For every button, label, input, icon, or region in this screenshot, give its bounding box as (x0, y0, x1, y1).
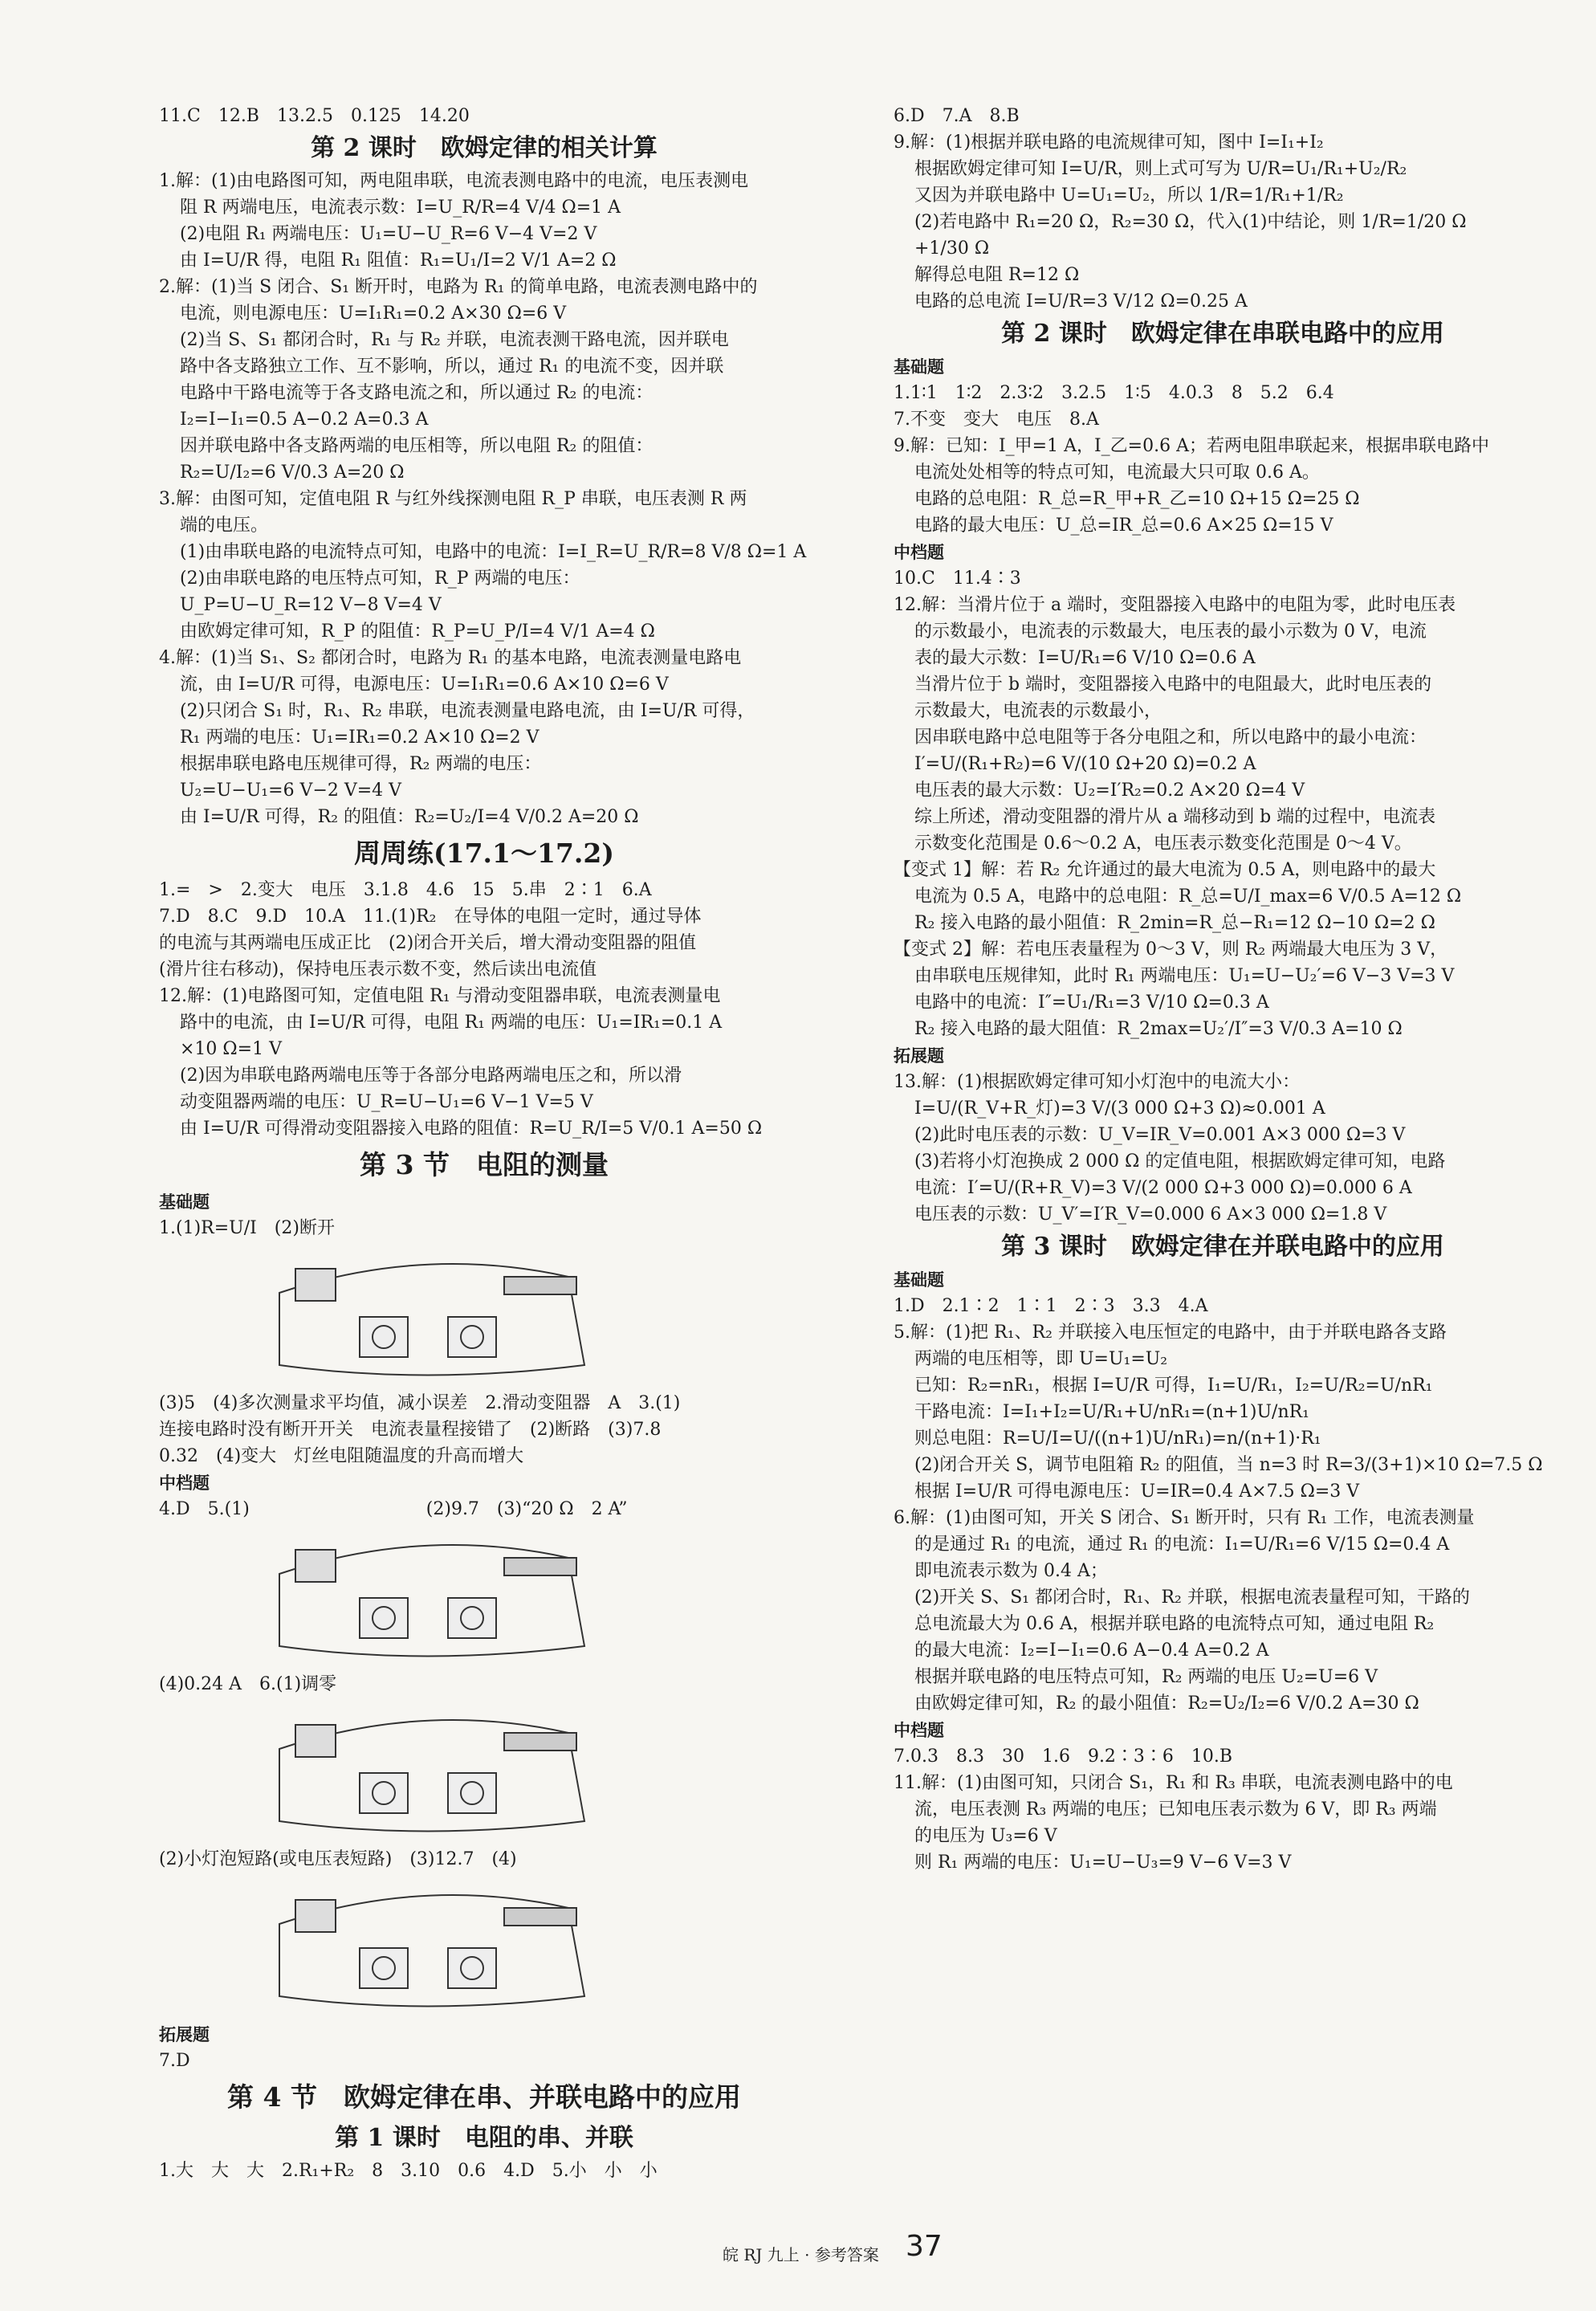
subsection-label: 基础题 (159, 1192, 210, 1212)
answer-line: (3)5 (4)多次测量求平均值，减小误差 2.滑动变阻器 A 3.(1) (159, 1393, 681, 1413)
answer-line: 则 R₁ 两端的电压：U₁=U−U₃=9 V−6 V=3 V (914, 1852, 1292, 1873)
answer-line: 路中各支路独立工作、互不影响，所以，通过 R₁ 的电流不变，因并联 (180, 357, 724, 377)
answer-line: (3)若将小灯泡换成 2 000 Ω 的定值电阻，根据欧姆定律可知，电路 (914, 1151, 1446, 1172)
answer-line: I=U/(R_V+R_灯)=3 V/(3 000 Ω+3 Ω)≈0.001 A (914, 1098, 1325, 1119)
answer-line: 由 I=U/R 可得，R₂ 的阻值：R₂=U₂/I=4 V/0.2 A=20 Ω (180, 807, 639, 827)
answer-line: 干路电流：I=I₁+I₂=U/R₁+U/nR₁=(n+1)U/nR₁ (914, 1402, 1309, 1422)
circuit-figure (263, 1876, 601, 2016)
answer-line: 电压表的示数：U_V′=I′R_V=0.000 6 A×3 000 Ω=1.8 V (914, 1204, 1387, 1225)
answer-line: 的最大电流：I₂=I−I₁=0.6 A−0.4 A=0.2 A (914, 1641, 1269, 1661)
answer-line: (2)闭合开关 S，调节电阻箱 R₂ 的阻值，当 n=3 时 R=3/(3+1)×10 Ω=7.5 Ω (914, 1455, 1543, 1475)
answer-line: U₂=U−U₁=6 V−2 V=4 V (180, 781, 402, 801)
answer-line: 路中的电流，由 I=U/R 可得，电阻 R₁ 两端的电压：U₁=IR₁=0.1 A (180, 1013, 723, 1033)
answer-line: 根据串联电路电压规律可得，R₂ 两端的电压： (180, 754, 542, 774)
answer-line: 的电流与其两端电压成正比 (2)闭合开关后，增大滑动变阻器的阻值 (159, 933, 697, 953)
section-heading: 第 1 课时 电阻的串、并联 (335, 2124, 633, 2152)
answer-line: (2)因为串联电路两端电压等于各部分电路两端电压之和，所以滑 (180, 1066, 682, 1086)
section-heading: 第 2 课时 欧姆定律在串联电路中的应用 (1001, 320, 1444, 348)
answer-line: 7.0.3 8.3 30 1.6 9.2∶3∶6 10.B (894, 1746, 1233, 1767)
answer-line: 电流为 0.5 A，电路中的总电阻：R_总=U/I_max=6 V/0.5 A=12 Ω (914, 886, 1462, 907)
answer-line: 7.D (159, 2051, 190, 2071)
answer-line: (4)0.24 A 6.(1)调零 (159, 1674, 337, 1694)
subsection-label: 拓展题 (159, 2024, 210, 2044)
answer-line: (2)电阻 R₁ 两端电压：U₁=U−U_R=6 V−4 V=2 V (180, 224, 597, 244)
answer-line: 由 I=U/R 得，电阻 R₁ 阻值：R₁=U₁/I=2 V/1 A=2 Ω (180, 251, 617, 271)
answer-line: 电流：I′=U/(R+R_V)=3 V/(2 000 Ω+3 000 Ω)=0.000 6 A (914, 1178, 1412, 1198)
answer-line: 两端的电压相等，即 U=U₁=U₂ (914, 1349, 1168, 1369)
answer-line: (2)开关 S、S₁ 都闭合时，R₁、R₂ 并联，根据电流表量程可知，干路的 (914, 1588, 1470, 1608)
page-number: 37 (906, 2230, 943, 2263)
answer-line: 阻 R 两端电压，电流表示数：I=U_R/R=4 V/4 Ω=1 A (180, 198, 621, 218)
answer-line: (2)只闭合 S₁ 时，R₁、R₂ 串联，电流表测量电路电流，由 I=U/R 可得， (180, 701, 755, 721)
subsection-label: 中档题 (159, 1473, 210, 1493)
answer-line: 10.C 11.4∶3 (894, 569, 1021, 589)
answer-line: 由欧姆定律可知，R₂ 的最小阻值：R₂=U₂/I₂=6 V/0.2 A=30 Ω (914, 1694, 1419, 1714)
answer-line: 9.解：(1)根据并联电路的电流规律可知，图中 I=I₁+I₂ (894, 132, 1324, 153)
answer-line: 示数最大，电流表的示数最小， (914, 701, 1162, 721)
answer-line: 的示数最小，电流表的示数最大，电压表的最小示数为 0 V，电流 (914, 622, 1427, 642)
answer-line: 1.大 大 大 2.R₁+R₂ 8 3.10 0.6 4.D 5.小 小 小 (159, 2161, 658, 2181)
answer-line: 电流，则电源电压：U=I₁R₁=0.2 A×30 Ω=6 V (180, 304, 567, 324)
answer-line: (2)小灯泡短路(或电压表短路) (3)12.7 (4) (159, 1849, 517, 1869)
answer-line: 4.D 5.(1) (2)9.7 (3)“20 Ω 2 A” (159, 1499, 628, 1519)
answer-line: 11.C 12.B 13.2.5 0.125 14.20 (159, 106, 470, 126)
answer-line: 又因为并联电路中 U=U₁=U₂，所以 1/R=1/R₁+1/R₂ (914, 185, 1344, 206)
answer-line: 解得总电阻 R=12 Ω (914, 265, 1080, 285)
section-heading: 第 3 节 电阻的测量 (360, 1149, 609, 1180)
answer-line: I₂=I−I₁=0.5 A−0.2 A=0.3 A (180, 410, 429, 430)
section-heading: 第 4 节 欧姆定律在串、并联电路中的应用 (227, 2081, 741, 2113)
answer-line: 电流处处相等的特点可知，电流最大只可取 0.6 A。 (914, 463, 1320, 483)
answer-line: (2)若电路中 R₁=20 Ω，R₂=30 Ω，代入(1)中结论，则 1/R=1/20 Ω (914, 212, 1467, 232)
circuit-figure (263, 1701, 601, 1841)
answer-line: 电路的总电阻：R_总=R_甲+R_乙=10 Ω+15 Ω=25 Ω (914, 489, 1360, 509)
answer-line: 由 I=U/R 可得滑动变阻器接入电路的阻值：R=U_R/I=5 V/0.1 A=50 Ω (180, 1119, 763, 1139)
answer-line: 1.D 2.1∶2 1∶1 2∶3 3.3 4.A (894, 1296, 1208, 1316)
answer-line: 9.解：已知：I_甲=1 A，I_乙=0.6 A；若两电阻串联起来，根据串联电路中 (894, 436, 1489, 456)
answer-line: 【变式 1】解：若 R₂ 允许通过的最大电流为 0.5 A，则电路中的最大 (894, 860, 1436, 880)
answer-line: 5.解：(1)把 R₁、R₂ 并联接入电压恒定的电路中，由于并联电路各支路 (894, 1323, 1447, 1343)
answer-line: 根据并联电路的电压特点可知，R₂ 两端的电压 U₂=U=6 V (914, 1667, 1378, 1687)
answer-line: U_P=U−U_R=12 V−8 V=4 V (180, 595, 442, 615)
answer-line: 1.解：(1)由电路图可知，两电阻串联，电流表测电路中的电流，电压表测电 (159, 171, 749, 191)
answer-line: 电路中的电流：I″=U₁/R₁=3 V/10 Ω=0.3 A (914, 992, 1269, 1013)
answer-line: 根据欧姆定律可知 I=U/R，则上式可写为 U/R=U₁/R₁+U₂/R₂ (914, 159, 1407, 179)
answer-line: (2)当 S、S₁ 都闭合时，R₁ 与 R₂ 并联，电流表测干路电流，因并联电 (180, 330, 729, 350)
answer-line: 电路的总电流 I=U/R=3 V/12 Ω=0.25 A (914, 291, 1248, 312)
section-heading: 周周练(17.1～17.2) (354, 838, 614, 869)
subsection-label: 拓展题 (894, 1045, 944, 1066)
answer-line: 2.解：(1)当 S 闭合、S₁ 断开时，电路为 R₁ 的简单电路，电流表测电路中的 (159, 277, 758, 297)
answer-line: 12.解：当滑片位于 a 端时，变阻器接入电路中的电阻为零，此时电压表 (894, 595, 1456, 615)
answer-line: 已知：R₂=nR₁，根据 I=U/R 可得，I₁=U/R₁，I₂=U/R₂=U/nR₁ (914, 1376, 1433, 1396)
circuit-figure (263, 1245, 601, 1385)
answer-line: (滑片往右移动)，保持电压表示数不变，然后读出电流值 (159, 960, 597, 980)
answer-line: 因串联电路中总电阻等于各分电阻之和，所以电路中的最小电流： (914, 728, 1427, 748)
answer-line: 则总电阻：R=U/I=U/((n+1)U/nR₁)=n/(n+1)·R₁ (914, 1429, 1321, 1449)
answer-line: 总电流最大为 0.6 A，根据并联电路的电流特点可知，通过电阻 R₂ (914, 1614, 1435, 1634)
answer-line: 电路中干路电流等于各支路电流之和，所以通过 R₂ 的电流： (180, 383, 653, 403)
answer-line: R₂=U/I₂=6 V/0.3 A=20 Ω (180, 463, 405, 483)
answer-line: 动变阻器两端的电压：U_R=U−U₁=6 V−1 V=5 V (180, 1092, 593, 1112)
answer-line: 由串联电压规律知，此时 R₁ 两端电压：U₁=U−U₂′=6 V−3 V=3 V (914, 966, 1455, 986)
answer-line: 6.解：(1)由图可知，开关 S 闭合、S₁ 断开时，只有 R₁ 工作，电流表测量 (894, 1508, 1475, 1528)
answer-line: 表的最大示数：I=U/R₁=6 V/10 Ω=0.6 A (914, 648, 1256, 668)
page-footer: 皖 RJ 九上 · 参考答案 (723, 2245, 879, 2264)
subsection-label: 基础题 (894, 1270, 944, 1290)
section-heading: 第 3 课时 欧姆定律在并联电路中的应用 (1001, 1233, 1444, 1261)
left-column (159, 103, 809, 2184)
answer-line: 即电流表示数为 0.4 A； (914, 1561, 1108, 1581)
answer-line: ×10 Ω=1 V (180, 1039, 282, 1059)
answer-line: 因并联电路中各支路两端的电压相等，所以电阻 R₂ 的阻值： (180, 436, 653, 456)
answer-line: I′=U/(R₁+R₂)=6 V/(10 Ω+20 Ω)=0.2 A (914, 754, 1256, 774)
answer-line: 连接电路时没有断开开关 电流表量程接错了 (2)断路 (3)7.8 (159, 1420, 662, 1440)
answer-line: 当滑片位于 b 端时，变阻器接入电路中的电阻最大，此时电压表的 (914, 675, 1432, 695)
answer-line: 综上所述，滑动变阻器的滑片从 a 端移动到 b 端的过程中，电流表 (914, 807, 1436, 827)
answer-line: R₁ 两端的电压：U₁=IR₁=0.2 A×10 Ω=2 V (180, 728, 539, 748)
subsection-label: 中档题 (894, 1720, 944, 1740)
answer-line: 12.解：(1)电路图可知，定值电阻 R₁ 与滑动变阻器串联，电流表测量电 (159, 986, 721, 1006)
subsection-label: 中档题 (894, 542, 944, 562)
answer-line: 4.解：(1)当 S₁、S₂ 都闭合时，电路为 R₁ 的基本电路，电流表测量电路电 (159, 648, 742, 668)
answer-line: (1)由串联电路的电流特点可知，电路中的电流：I=I_R=U_R/R=8 V/8 Ω=1 A (180, 542, 807, 562)
right-column (894, 103, 1552, 1876)
answer-line: 根据 I=U/R 可得电源电压：U=IR=0.4 A×7.5 Ω=3 V (914, 1482, 1360, 1502)
answer-line: 端的电压。 (180, 516, 269, 536)
answer-line: 的是通过 R₁ 的电流，通过 R₁ 的电流：I₁=U/R₁=6 V/15 Ω=0.4 A (914, 1535, 1450, 1555)
answer-line: 流，由 I=U/R 可得，电源电压：U=I₁R₁=0.6 A×10 Ω=6 V (180, 675, 669, 695)
answer-line: 电路的最大电压：U_总=IR_总=0.6 A×25 Ω=15 V (914, 516, 1333, 536)
answer-line: 电压表的最大示数：U₂=I′R₂=0.2 A×20 Ω=4 V (914, 781, 1305, 801)
answer-line: 7.D 8.C 9.D 10.A 11.(1)R₂ 在导体的电阻一定时，通过导体 (159, 907, 702, 927)
answer-line: 的电压为 U₃=6 V (914, 1826, 1057, 1846)
answer-line: 11.解：(1)由图可知，只闭合 S₁，R₁ 和 R₃ 串联，电流表测电路中的电 (894, 1773, 1453, 1793)
answer-line: 1.1∶1 1∶2 2.3∶2 3.2.5 1∶5 4.0.3 8 5.2 6.4 (894, 383, 1334, 403)
answer-line: R₂ 接入电路的最小阻值：R_2min=R_总−R₁=12 Ω−10 Ω=2 Ω (914, 913, 1435, 933)
answer-line: 【变式 2】解：若电压表量程为 0～3 V，则 R₂ 两端最大电压为 3 V， (894, 939, 1448, 960)
answer-line: 7.不变 变大 电压 8.A (894, 410, 1099, 430)
answer-line: 0.32 (4)变大 灯丝电阻随温度的升高而增大 (159, 1446, 524, 1466)
subsection-label: 基础题 (894, 357, 944, 377)
answer-line: 由欧姆定律可知，R_P 的阻值：R_P=U_P/I=4 V/1 A=4 Ω (180, 622, 655, 642)
answer-line: R₂ 接入电路的最大阻值：R_2max=U₂′/I″=3 V/0.3 A=10 Ω (914, 1019, 1403, 1039)
answer-line: 13.解：(1)根据欧姆定律可知小灯泡中的电流大小： (894, 1072, 1301, 1092)
circuit-figure (263, 1526, 601, 1666)
answer-line: 3.解：由图可知，定值电阻 R 与红外线探测电阻 R_P 串联，电压表测 R 两 (159, 489, 747, 509)
answer-line: 1.= > 2.变大 电压 3.1.8 4.6 15 5.串 2∶1 6.A (159, 880, 652, 900)
answer-line: 1.(1)R=U/I (2)断开 (159, 1218, 335, 1238)
section-heading: 第 2 课时 欧姆定律的相关计算 (311, 134, 658, 162)
answer-line: (2)由串联电路的电压特点可知，R_P 两端的电压： (180, 569, 580, 589)
answer-line: 流，电压表测 R₃ 两端的电压；已知电压表示数为 6 V，即 R₃ 两端 (914, 1799, 1437, 1820)
answer-line: +1/30 Ω (914, 238, 990, 259)
answer-line: 6.D 7.A 8.B (894, 106, 1020, 126)
answer-line: (2)此时电压表的示数：U_V=IR_V=0.001 A×3 000 Ω=3 V (914, 1125, 1406, 1145)
answer-line: 示数变化范围是 0.6～0.2 A，电压表示数变化范围是 0～4 V。 (914, 834, 1412, 854)
